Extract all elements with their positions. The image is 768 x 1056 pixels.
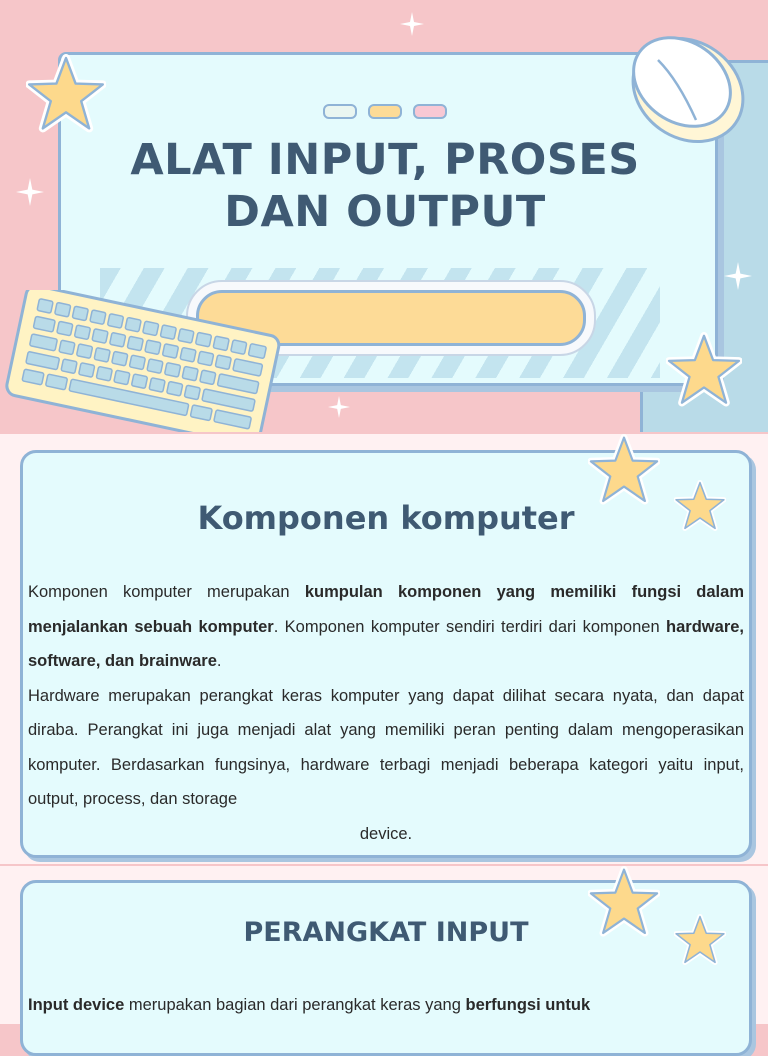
window-dot-blue	[323, 104, 357, 119]
input-p1-c: berfungsi untuk	[465, 996, 591, 1014]
components-p2: Hardware merupakan perangkat keras komputer yang dapat dilihat secara nyata, dan dapat diraba. Perangkat ini juga menjadi alat yang memiliki peran penting dalam mengoperasikan komputer. Berdasarkan fungsinya, hardware terbagi menjadi beberapa kategori yaitu input, output, process, dan storage	[28, 686, 744, 808]
components-card	[20, 450, 752, 858]
window-dot-pink	[413, 104, 447, 119]
cover-title-line1: ALAT INPUT, PROSES	[130, 135, 640, 185]
star-icon	[666, 332, 742, 408]
input-p1-b: merupakan bagian dari perangkat keras yang	[124, 996, 466, 1014]
input-p1-a: Input device	[28, 996, 125, 1014]
cover-title-line2: DAN OUTPUT	[224, 187, 546, 237]
input-title: PERANGKAT INPUT	[243, 917, 529, 948]
components-p2-end: device.	[359, 824, 413, 843]
window-dot-yellow	[368, 104, 402, 119]
components-p1-c: . Komponen komputer sendiri terdiri dari komponen	[273, 617, 667, 636]
keyboard-icon	[0, 290, 290, 432]
star-icon	[26, 54, 106, 134]
components-p1-e: .	[216, 652, 222, 670]
sparkle-icon	[16, 178, 44, 206]
input-body	[28, 988, 744, 1023]
sparkle-icon	[328, 396, 350, 418]
star-icon	[674, 914, 726, 966]
mouse-icon	[618, 20, 758, 150]
components-p1-b: kumpulan komponen yang memiliki fungsi dalam menjalankan sebuah komputer	[28, 583, 744, 636]
components-title: Komponen komputer	[197, 499, 575, 537]
star-icon	[674, 480, 726, 532]
star-icon	[588, 866, 660, 938]
cover-title	[58, 134, 712, 238]
sparkle-icon	[400, 12, 424, 36]
components-p1-a: Komponen komputer merupakan	[28, 583, 305, 601]
star-icon	[588, 434, 660, 506]
sparkle-icon	[724, 262, 752, 290]
components-body	[28, 575, 744, 851]
input-slide	[0, 866, 768, 1024]
cover-slide	[0, 0, 768, 432]
components-p1-d: hardware, software, dan brainware	[28, 617, 744, 670]
components-slide	[0, 434, 768, 864]
